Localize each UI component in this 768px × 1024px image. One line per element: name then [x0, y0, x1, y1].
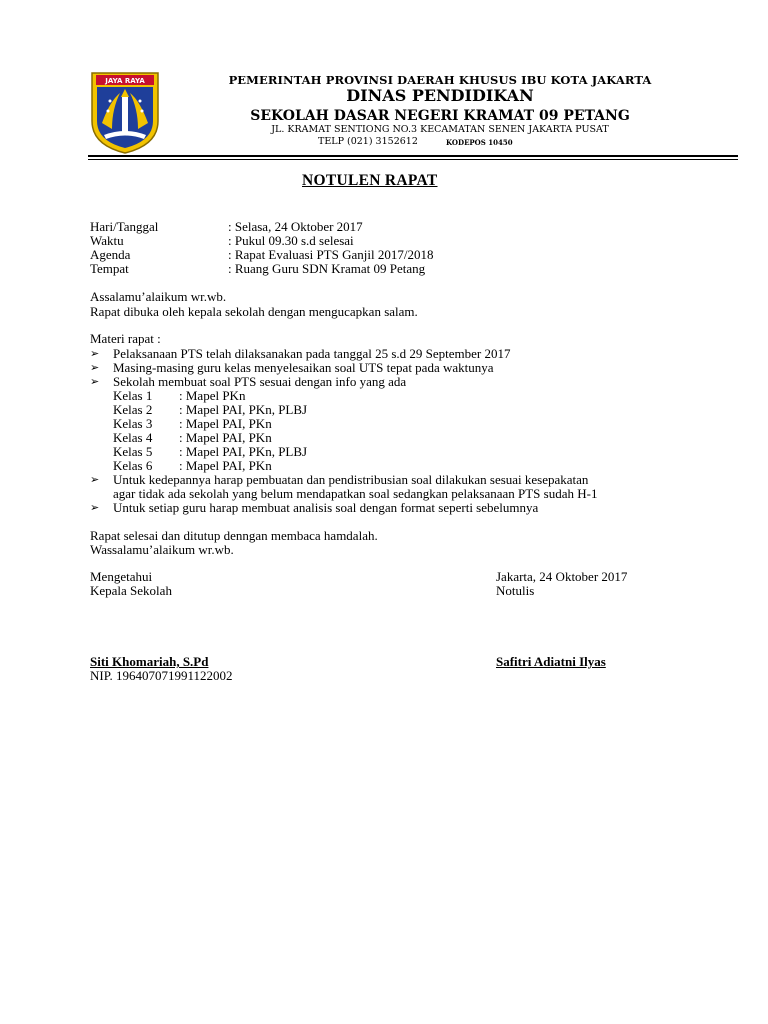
sign-left-line1: Mengetahui [90, 569, 153, 584]
greeting: Assalamu’alaikum wr.wb. [90, 289, 227, 304]
closing-salam: Wassalamu’alaikum wr.wb. [90, 542, 234, 557]
kelas-label: Kelas 1 [113, 388, 153, 403]
svg-text:JAYA RAYA: JAYA RAYA [105, 77, 145, 85]
bullet-arrow-icon: ➢ [90, 348, 100, 360]
bullet-arrow-icon: ➢ [90, 502, 100, 514]
letterhead-rule-thin [88, 159, 738, 160]
closing-text: Rapat selesai dan ditutup denngan membaca hamdalah. [90, 528, 378, 543]
school-address: JL. KRAMAT SENTIONG NO.3 KECAMATAN SENEN JAKARTA PUSAT [271, 124, 609, 135]
school-phone: TELP (021) 3152612 [318, 136, 418, 147]
school-name: SEKOLAH DASAR NEGERI KRAMAT 09 PETANG [250, 108, 630, 124]
materi-label: Materi rapat : [90, 331, 161, 346]
info-label: Tempat [90, 261, 129, 276]
info-value: : Pukul 09.30 s.d selesai [228, 233, 354, 248]
info-value: : Rapat Evaluasi PTS Ganjil 2017/2018 [228, 247, 434, 262]
list-item: Untuk setiap guru harap membuat analisis soal dengan format seperti sebelumnya [113, 500, 539, 515]
bullet-arrow-icon: ➢ [90, 362, 100, 374]
sign-right-line1: Jakarta, 24 Oktober 2017 [496, 569, 628, 584]
list-item: Masing-masing guru kelas menyelesaikan soal UTS tepat pada waktunya [113, 360, 494, 375]
principal-nip: NIP. 196407071991122002 [90, 668, 233, 683]
kelas-label: Kelas 3 [113, 416, 153, 431]
govt-name: PEMERINTAH PROVINSI DAERAH KHUSUS IBU KOTA JAKARTA [228, 73, 652, 87]
info-value: : Ruang Guru SDN Kramat 09 Petang [228, 261, 426, 276]
bullet-arrow-icon: ➢ [90, 474, 100, 486]
info-label: Waktu [90, 233, 124, 248]
postal-code: KODEPOS 10450 [446, 138, 513, 147]
bullet-arrow-icon: ➢ [90, 376, 100, 388]
info-label: Agenda [90, 247, 131, 262]
list-item: Pelaksanaan PTS telah dilaksanakan pada tanggal 25 s.d 29 September 2017 [113, 346, 511, 361]
department-name: DINAS PENDIDIKAN [346, 86, 534, 105]
letterhead-rule-thick [88, 155, 738, 157]
kelas-value: : Mapel PKn [179, 388, 246, 403]
info-value: : Selasa, 24 Oktober 2017 [228, 219, 363, 234]
list-item-continuation: agar tidak ada sekolah yang belum mendapatkan soal sedangkan pelaksanaan PTS sudah H-1 [113, 486, 598, 501]
list-item: Untuk kedepannya harap pembuatan dan pendistribusian soal dilakukan sesuai kesepakatan [113, 472, 589, 487]
kelas-value: : Mapel PAI, PKn, PLBJ [179, 444, 308, 459]
opening-text: Rapat dibuka oleh kepala sekolah dengan mengucapkan salam. [90, 304, 418, 319]
principal-name: Siti Khomariah, S.Pd [90, 654, 209, 669]
kelas-value: : Mapel PAI, PKn [179, 430, 272, 445]
kelas-label: Kelas 5 [113, 444, 153, 459]
kelas-value: : Mapel PAI, PKn, PLBJ [179, 402, 308, 417]
kelas-label: Kelas 6 [113, 458, 153, 473]
jaya-raya-logo [90, 71, 160, 155]
kelas-value: : Mapel PAI, PKn [179, 416, 272, 431]
sign-left-line2: Kepala Sekolah [90, 583, 172, 598]
kelas-label: Kelas 4 [113, 430, 153, 445]
kelas-label: Kelas 2 [113, 402, 153, 417]
kelas-value: : Mapel PAI, PKn [179, 458, 272, 473]
document-title: NOTULEN RAPAT [302, 172, 438, 189]
notulis-name: Safitri Adiatni Ilyas [496, 654, 606, 669]
info-label: Hari/Tanggal [90, 219, 159, 234]
sign-right-line2: Notulis [496, 583, 535, 598]
list-item: Sekolah membuat soal PTS sesuai dengan info yang ada [113, 374, 407, 389]
